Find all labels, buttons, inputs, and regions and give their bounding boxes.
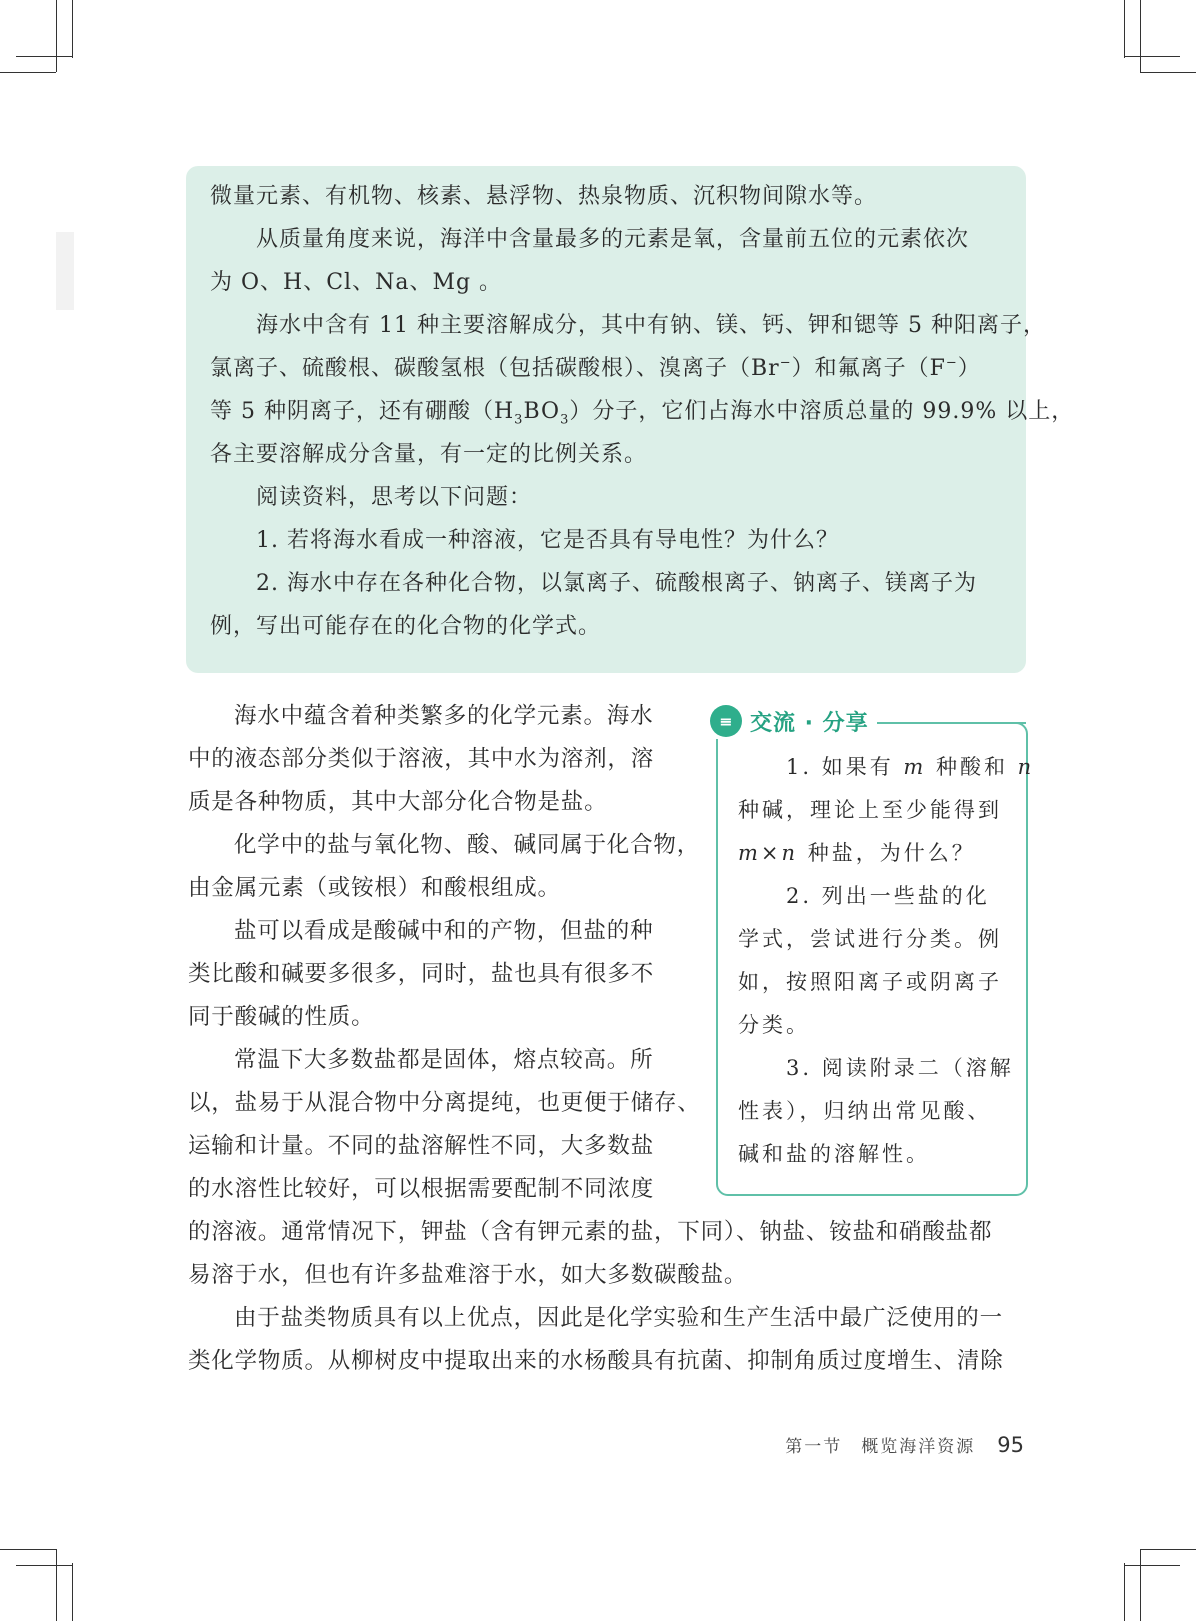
body-line: 化学中的盐与氧化物、酸、碱同属于化合物， — [234, 832, 701, 858]
crop-mark-br-v — [1124, 1563, 1125, 1621]
crop-mark-tr-h2 — [1124, 56, 1180, 57]
reading-line: 例，写出可能存在的化合物的化学式。 — [210, 614, 602, 639]
share-question: 3. 阅读附录二（溶解 — [786, 1056, 1014, 1080]
crop-mark-br-h — [1140, 1549, 1196, 1550]
reading-line: 阅读资料，思考以下问题： — [256, 485, 533, 510]
crop-mark-bl-v — [72, 1563, 73, 1621]
share-line: 性表），归纳出常见酸、 — [738, 1099, 992, 1123]
share-header-rule — [896, 722, 1026, 724]
body-line: 盐可以看成是酸碱中和的产物，但盐的种 — [234, 918, 654, 944]
body-line: 以，盐易于从混合物中分离提纯，也更便于储存、 — [188, 1090, 701, 1116]
crop-mark-bl-h2 — [16, 1565, 72, 1566]
crop-mark-br-v2 — [1140, 1549, 1141, 1621]
share-question: 2. 列出一些盐的化 — [786, 884, 990, 908]
reading-line: 氯离子、硫酸根、碳酸氢根（包括碳酸根）、溴离子（Br−）和氟离子（F−） — [210, 355, 981, 381]
crop-mark-tl-h2 — [16, 56, 72, 57]
section-title: 第一节 概览海洋资源 — [785, 1437, 976, 1457]
reading-line: 为 O、H、Cl、Na、Mg 。 — [210, 270, 503, 295]
share-line: 种碱，理论上至少能得到 — [738, 798, 1002, 822]
body-line: 常温下大多数盐都是固体，熔点较高。所 — [234, 1047, 654, 1073]
exchange-share-header — [710, 703, 877, 739]
reading-line: 从质量角度来说，海洋中含量最多的元素是氧，含量前五位的元素依次 — [256, 227, 970, 252]
body-line: 中的液态部分类似于溶液，其中水为溶剂，溶 — [188, 746, 655, 772]
body-line: 由金属元素（或铵根）和酸根组成。 — [188, 875, 561, 901]
body-line: 运输和计量。不同的盐溶解性不同，大多数盐 — [188, 1133, 655, 1159]
share-line: 学式，尝试进行分类。例 — [738, 927, 1002, 951]
share-question: 1. 如果有 m 种酸和 n — [786, 755, 1035, 779]
crop-mark-bl-h — [0, 1549, 56, 1550]
reading-line: 海水中含有 11 种主要溶解成分，其中有钠、镁、钙、钾和锶等 5 种阳离子， — [256, 313, 1046, 338]
reading-line: 各主要溶解成分含量，有一定的比例关系。 — [210, 442, 648, 467]
body-line: 类化学物质。从柳树皮中提取出来的水杨酸具有抗菌、抑制角质过度增生、清除 — [188, 1348, 1004, 1374]
crop-mark-tl-h — [0, 72, 56, 73]
crop-mark-tl-v — [72, 0, 73, 58]
body-line: 同于酸碱的性质。 — [188, 1004, 375, 1030]
body-line: 易溶于水，但也有许多盐难溶于水，如大多数碳酸盐。 — [188, 1262, 748, 1288]
crop-mark-tl-v2 — [56, 0, 57, 72]
crop-mark-tr-v — [1124, 0, 1125, 58]
crop-mark-tr-v2 — [1140, 0, 1141, 72]
page-number: 95 — [997, 1433, 1024, 1457]
page-footer — [785, 1432, 1024, 1457]
crop-mark-br-h2 — [1124, 1565, 1180, 1566]
exchange-share-title: 交流 · 分享 — [750, 710, 869, 736]
crop-mark-bl-v2 — [56, 1549, 57, 1621]
crop-mark-tr-h — [1140, 72, 1196, 73]
share-line: 如，按照阳离子或阴离子 — [738, 970, 1002, 994]
reading-question: 2. 海水中存在各种化合物，以氯离子、硫酸根离子、钠离子、镁离子为 — [256, 571, 977, 596]
body-line: 海水中蕴含着种类繁多的化学元素。海水 — [234, 703, 654, 729]
body-line: 由于盐类物质具有以上优点，因此是化学实验和生产生活中最广泛使用的一 — [234, 1305, 1003, 1331]
reading-question: 1. 若将海水看成一种溶液，它是否具有导电性？为什么？ — [256, 528, 839, 553]
reading-line: 等 5 种阴离子，还有硼酸$(H_3BO_3)$分子，它们占海水中溶质总量的 99.9% 以上， — [210, 399, 1075, 428]
share-line: m×n 种盐，为什么？ — [738, 841, 976, 865]
body-line: 的溶液。通常情况下，钾盐（含有钾元素的盐，下同）、钠盐、铵盐和硝酸盐都 — [188, 1219, 993, 1245]
share-line: 分类。 — [738, 1013, 810, 1037]
body-line: 质是各种物质，其中大部分化合物是盐。 — [188, 789, 608, 815]
chat-bubble-icon: ≡ — [710, 705, 742, 737]
body-line: 的水溶性比较好，可以根据需要配制不同浓度 — [188, 1176, 655, 1202]
share-line: 碱和盐的溶解性。 — [738, 1142, 930, 1166]
body-line: 类比酸和碱要多很多，同时，盐也具有很多不 — [188, 961, 655, 987]
reading-line: 微量元素、有机物、核素、悬浮物、热泉物质、沉积物间隙水等。 — [210, 184, 878, 209]
reading-material-box — [186, 166, 1075, 673]
page-edge-tab — [56, 232, 74, 310]
